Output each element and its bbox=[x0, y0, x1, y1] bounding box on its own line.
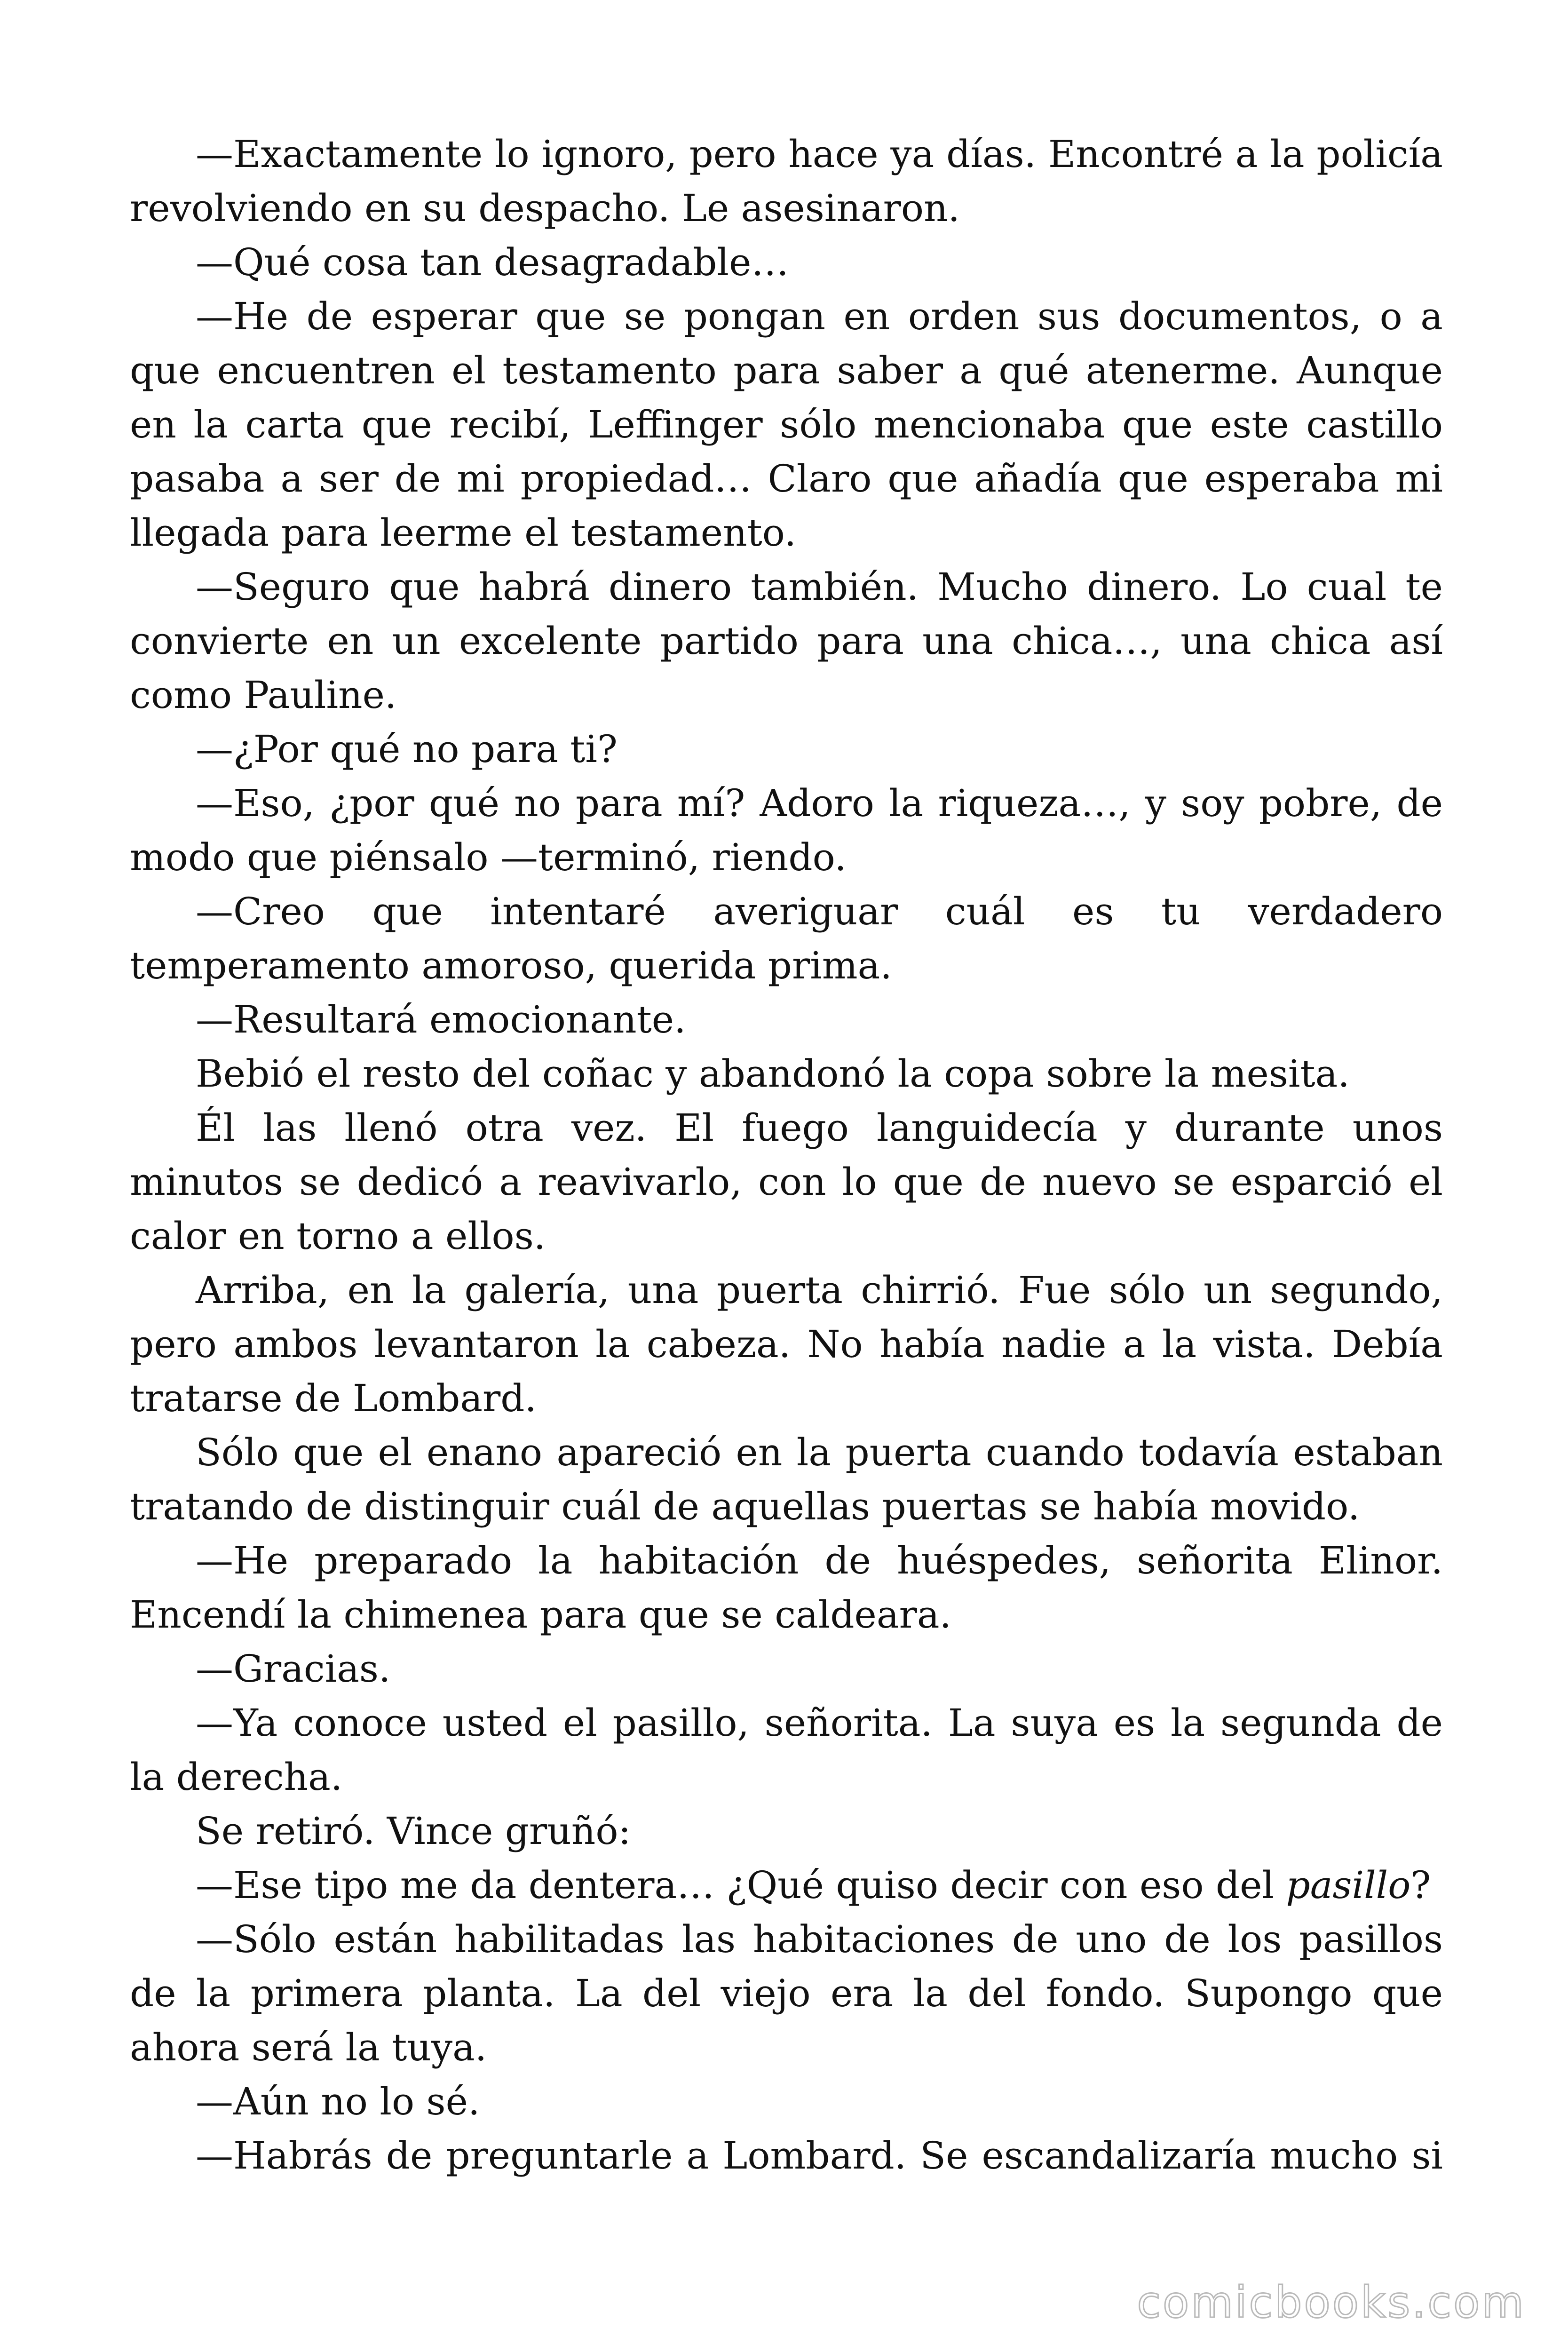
paragraph: —He preparado la habitación de huéspedes, señorita Elinor. Encendí la chimenea para que se caldeara. bbox=[130, 1539, 1443, 1637]
paragraph: Sólo que el enano apareció en la puerta cuando todavía estaban tratando de distinguir cuál de aquellas puertas se había movido. bbox=[130, 1430, 1443, 1528]
paragraph-text-before: —Ese tipo me da dentera… ¿Qué quiso decir con eso del bbox=[196, 1863, 1286, 1907]
paragraph: —Creo que intentaré averiguar cuál es tu verdadero temperamento amoroso, querida prima. bbox=[130, 890, 1443, 987]
paragraph-text-after: ? bbox=[1410, 1863, 1431, 1907]
paragraph: —Gracias. bbox=[196, 1647, 391, 1691]
book-page-text bbox=[130, 127, 1443, 2183]
paragraph-continued: —Habrás de preguntarle a Lombard. Se escandalizaría mucho si bbox=[196, 2134, 1443, 2177]
paragraph: Arriba, en la galería, una puerta chirrió. Fue sólo un segundo, pero ambos levantaron la cabeza. No había nadie a la vista. Debía tratarse de Lombard. bbox=[130, 1268, 1443, 1420]
paragraph: —¿Por qué no para ti? bbox=[196, 727, 618, 771]
paragraph: Él las llenó otra vez. El fuego languidecía y durante unos minutos se dedicó a reavivarlo, con lo que de nuevo se esparció el calor en torno a ellos. bbox=[130, 1106, 1443, 1258]
paragraph: —Resultará emocionante. bbox=[196, 998, 686, 1041]
paragraph: —Ya conoce usted el pasillo, señorita. La suya es la segunda de la derecha. bbox=[130, 1701, 1443, 1799]
paragraph: —Aún no lo sé. bbox=[196, 2080, 480, 2123]
watermark: comicbooks.com bbox=[1137, 2277, 1526, 2328]
paragraph: Bebió el resto del coñac y abandonó la copa sobre la mesita. bbox=[196, 1052, 1350, 1096]
paragraph: —Qué cosa tan desagradable… bbox=[196, 240, 789, 284]
paragraph: —Eso, ¿por qué no para mí? Adoro la riqueza…, y soy pobre, de modo que piénsalo —terminó, riendo. bbox=[130, 781, 1443, 879]
italic-word: pasillo bbox=[1286, 1863, 1411, 1907]
paragraph: —He de esperar que se pongan en orden sus documentos, o a que encuentren el testamento para saber a qué atenerme. Aunque en la carta que recibí, Leffinger sólo mencionaba que este castillo pasaba a ser de mi propiedad… Claro que añadía que esperaba mi llegada para leerme el testamento. bbox=[130, 294, 1443, 555]
paragraph: —Sólo están habilitadas las habitaciones de uno de los pasillos de la primera planta. La del viejo era la del fondo. Supongo que ahora será la tuya. bbox=[130, 1917, 1443, 2069]
paragraph: Se retiró. Vince gruñó: bbox=[196, 1809, 631, 1853]
paragraph: —Exactamente lo ignoro, pero hace ya días. Encontré a la policía revolviendo en su despacho. Le asesinaron. bbox=[130, 132, 1443, 230]
paragraph: —Seguro que habrá dinero también. Mucho dinero. Lo cual te convierte en un excelente partido para una chica…, una chica así como Pauline. bbox=[130, 565, 1443, 717]
paragraph-with-italic bbox=[130, 1858, 1443, 1912]
